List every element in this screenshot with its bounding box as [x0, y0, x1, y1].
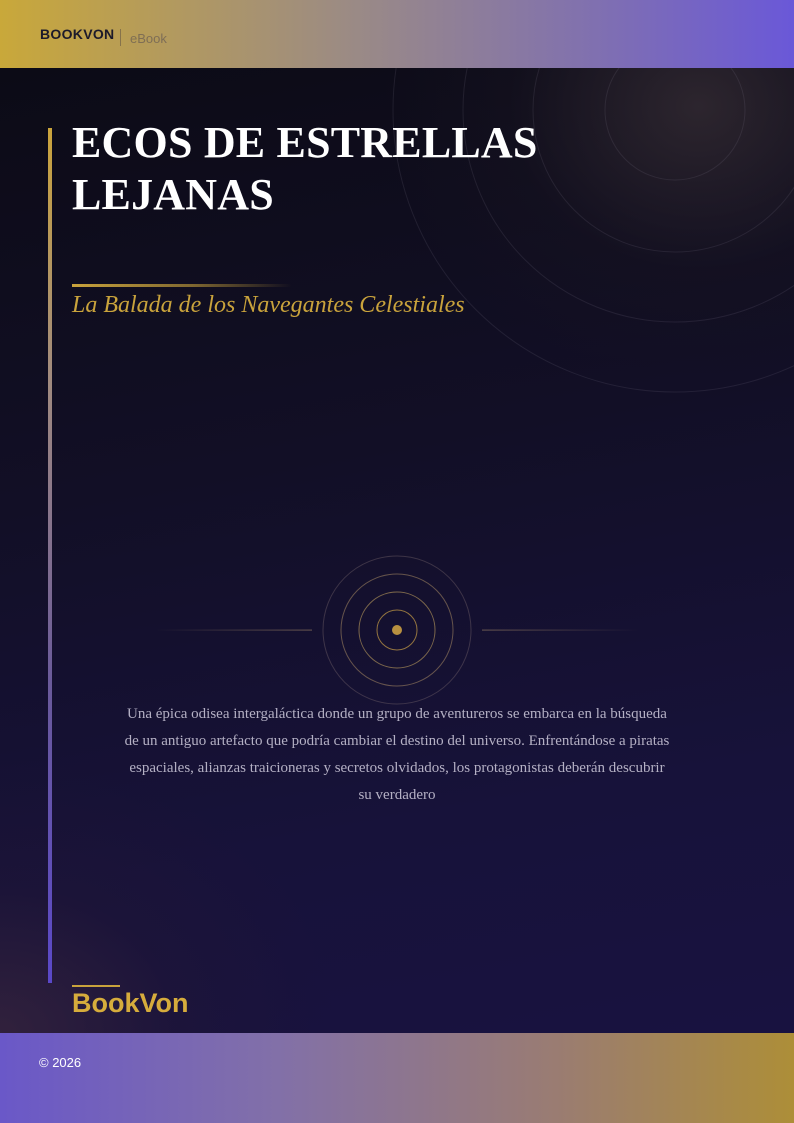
bottom-footer-bar [0, 1033, 794, 1123]
target-emblem [0, 68, 794, 1033]
publisher-logo-text: BookVon [72, 988, 189, 1018]
book-title: ECOS DE ESTRELLAS LEJANAS [72, 118, 538, 219]
brand-logo-text: BOOKVON [40, 26, 115, 42]
emblem-line-right [482, 630, 639, 631]
emblem-line-left [155, 630, 312, 631]
brand-divider [120, 29, 121, 46]
book-cover [0, 68, 794, 1033]
book-synopsis: Una épica odisea intergaláctica donde un grupo de aventureros se embarca en la búsqueda de un antiguo artefacto que podría cambiar el destino del universo. Enfrentándose a piratas espaciales, alianzas traicioneras y secretos olvidados, los protagonistas deberán descubrir su verdadero [124, 706, 670, 803]
brand-format-label: eBook [130, 31, 167, 46]
book-subtitle: La Balada de los Navegantes Celestiales [72, 292, 465, 318]
top-header-bar [0, 0, 794, 68]
copyright-text: © 2026 [39, 1055, 82, 1070]
emblem-center-dot [392, 625, 402, 635]
